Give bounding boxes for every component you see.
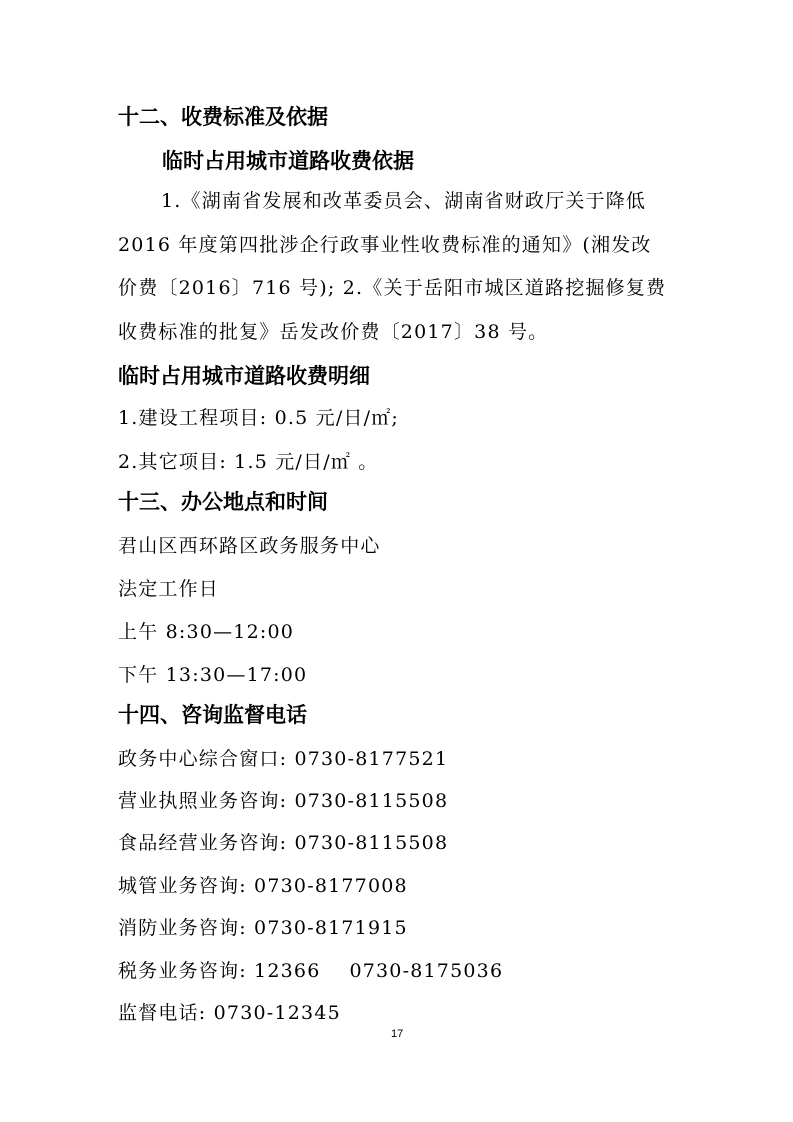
phone-line: 消防业务咨询: 0730-8171915 [118,917,408,939]
office-workdays: 法定工作日 [118,578,220,600]
section-13-heading: 十三、办公地点和时间 [118,490,328,514]
basis-paragraph-line-4: 收费标准的批复》岳发改价费〔2017〕38 号。 [118,321,549,343]
phone-line: 食品经营业务咨询: 0730-8115508 [118,832,449,854]
basis-paragraph-line-1: 1.《湖南省发展和改革委员会、湖南省财政厅关于降低 [161,190,647,212]
section-12-subheading: 临时占用城市道路收费依据 [162,149,414,173]
basis-paragraph-line-2: 2016 年度第四批涉企行政事业性收费标准的通知》(湘发改 [118,234,652,256]
office-hours-afternoon: 下午 13:30—17:00 [118,664,308,686]
phone-line-supervision: 监督电话: 0730-12345 [118,1002,341,1024]
section-14-heading: 十四、咨询监督电话 [118,703,307,727]
fee-item-construction: 1.建设工程项目: 0.5 元/日/㎡; [118,407,400,429]
phone-line: 税务业务咨询: 12366 0730-8175036 [118,960,504,982]
phone-line: 政务中心综合窗口: 0730-8177521 [118,748,449,770]
fee-item-other: 2.其它项目: 1.5 元/日/㎡ 。 [118,451,379,473]
section-12-heading: 十二、收费标准及依据 [118,105,328,129]
basis-paragraph-line-3: 价费〔2016〕716 号); 2.《关于岳阳市城区道路挖掘修复费 [118,277,667,299]
fee-detail-heading: 临时占用城市道路收费明细 [118,364,370,388]
phone-line: 城管业务咨询: 0730-8177008 [118,875,408,897]
phone-line: 营业执照业务咨询: 0730-8115508 [118,790,449,812]
page-number: 17 [391,1028,404,1040]
office-hours-morning: 上午 8:30—12:00 [118,621,295,643]
office-location: 君山区西环路区政务服务中心 [118,535,381,557]
